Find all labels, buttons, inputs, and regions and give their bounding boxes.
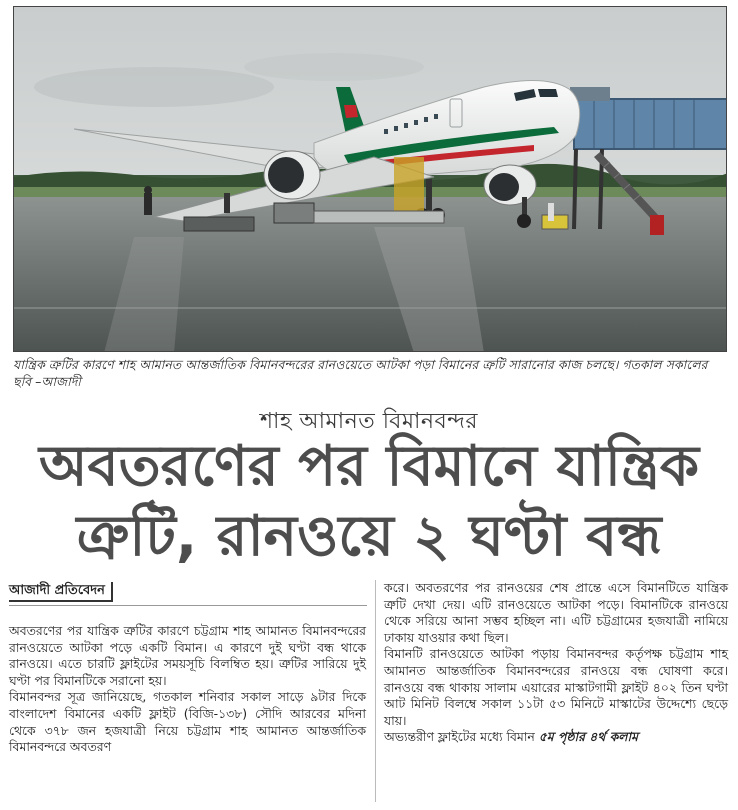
paragraph: বিমানটি রানওয়েতে আটকা পড়ায় বিমানবন্দর কর্তৃপক্ষ চট্টগ্রাম শাহ আমানত আন্তর্জাতিক বিমানবন্দরের রানওয়ে বন্ধ ঘোষণা করে। রানওয়ে বন্ধ থাকায় সালাম এয়ারের মাস্কাটগামী ফ্লাইট ৪০২ তিন ঘণ্টা আট মিনিট বিলম্বে সকাল ১১টা ৫৩ মিনিটে মাস্কাটের উদ্দেশ্যে ছেড়ে যায়। (384, 646, 728, 728)
headline-line-2: ত্রুটি, রানওয়ে ২ ঘণ্টা বন্ধ (76, 504, 662, 569)
byline: আজাদী প্রতিবেদন (9, 582, 113, 602)
kicker: শাহ আমানত বিমানবন্দর (259, 409, 479, 434)
photo-caption: যান্ত্রিক ত্রুটির কারণে শাহ আমানত আন্তর্জাতিক বিমানবন্দরের রানওয়েতে আটকা পড়া বিমানের ত্রুটি সারানোর কাজ চলছে। গতকাল সকালের ছবি –আজাদী (13, 357, 708, 389)
paragraph: করে। অবতরণের পর রানওয়ের শেষ প্রান্তে এসে বিমানটিতে যান্ত্রিক ত্রুটি দেখা দেয়। এটি রানওয়েতে আটকা পড়ে। বিমানটিকে রানওয়ে থেকে সরিয়ে আনা সম্ভব হচ্ছিল না। এটি চট্টগ্রামের হজযাত্রী নামিয়ে ঢাকায় যাওয়ার কথা ছিল। (384, 580, 728, 645)
byline-rule (9, 605, 367, 606)
aircraft-runway-image (14, 7, 727, 352)
paragraph (384, 729, 728, 746)
column-divider (375, 580, 376, 802)
article-column-left (9, 623, 366, 756)
continuation-link[interactable]: ৫ম পৃষ্ঠার ৪র্থ কলাম (538, 729, 638, 745)
paragraph-text: অভ্যন্তরীণ ফ্লাইটের মধ্যে বিমান (384, 729, 535, 745)
paragraph: অবতরণের পর যান্ত্রিক ত্রুটির কারণে চট্টগ্রাম শাহ আমানত বিমানবন্দরের রানওয়েতে আটকা পড়ে একটি বিমান। এ কারণে দুই ঘণ্টা বন্ধ থাকে রানওয়ে। এতে চারটি ফ্লাইটের সময়সূচি বিলম্বিত হয়। ত্রুটির সারিয়ে দুই ঘণ্টা পর বিমানটিকে সরানো হয়। (9, 623, 366, 688)
news-photo (13, 6, 727, 352)
paragraph: বিমানবন্দর সূত্র জানিয়েছে, গতকাল শনিবার সকাল সাড়ে ৯টার দিকে বাংলাদেশ বিমানের একটি ফ্লাইট (বিজি-১৩৮) সৌদি আরবের মদিনা থেকে ৩৭৮ জন হজযাত্রী নিয়ে চট্টগ্রাম শাহ আমানত আন্তর্জাতিক বিমানবন্দরে অবতরণ (9, 689, 366, 755)
headline-line-1: অবতরণের পর বিমানে যান্ত্রিক (39, 434, 699, 499)
article-column-right (384, 580, 728, 746)
headline (10, 432, 728, 572)
